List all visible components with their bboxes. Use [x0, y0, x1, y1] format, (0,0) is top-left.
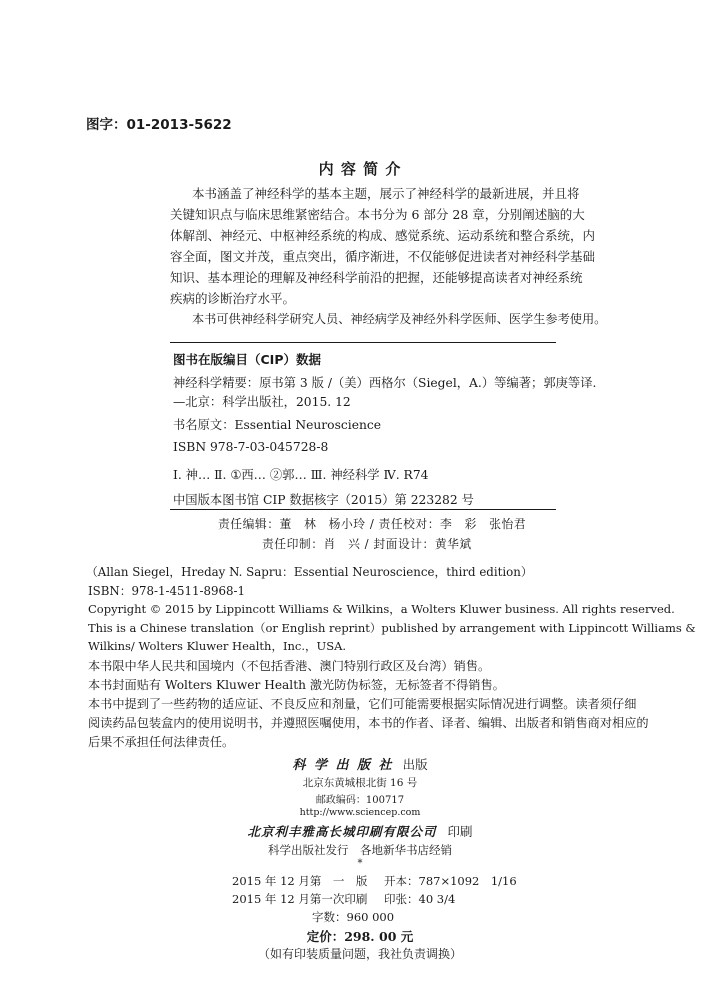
original-authors: （Allan Siegel，Hreday N. Sapru：Essential Neuroscience，third edition）: [86, 565, 533, 579]
summary-paragraph-2: 本书可供神经科学研究人员、神经病学及神经外科学医师、医学生参考使用。: [192, 312, 607, 326]
translation-note: This is a Chinese translation（or English reprint）published by arrangement with Lippincott Williams &: [88, 621, 696, 635]
summary-line: 关键知识点与临床思维紧密结合。本书分为 6 部分 28 章，分别阐述脑的大: [170, 207, 585, 222]
price: 定价：298. 00 元: [306, 929, 414, 944]
printer-suffix: 印刷: [447, 824, 473, 839]
printer-name: 北京利丰雅高长城印刷有限公司: [247, 824, 437, 839]
cip-bottom-rule: [170, 509, 556, 510]
disclaimer-line: 本书中提到了一些药物的适应证、不良反应和剂量，它们可能需要根据实际情况进行调整。读者须仔细: [88, 697, 637, 711]
copyright-notice: Copyright © 2015 by Lippincott Williams & Wilkins，a Wolters Kluwer business. All rights reserved.: [88, 602, 675, 616]
cip-isbn: ISBN 978-7-03-045728-8: [173, 440, 329, 454]
cip-heading: 图书在版编目（CIP）数据: [173, 352, 321, 367]
cip-publisher-line: —北京：科学出版社，2015. 12: [173, 395, 351, 409]
book-format: 开本：787×1092 1/16: [384, 874, 517, 888]
publisher-address: 北京东黄城根北街 16 号: [302, 777, 418, 789]
summary-line: 本书涵盖了神经科学的基本主题，展示了神经科学的最新进展，并且将: [192, 186, 580, 201]
publisher-line: [0, 754, 720, 773]
anti-counterfeit-note: 本书封面贴有 Wolters Kluwer Health 激光防伪标签，无标签者不得销售。: [88, 678, 505, 692]
printer-line: [0, 821, 720, 840]
summary-line: 容全面，图文并茂，重点突出，循序渐进，不仅能够促进读者对神经科学基础: [170, 249, 596, 264]
disclaimer-line: 阅读药品包装盒内的使用说明书，并遵照医嘱使用，本书的作者、译者、编辑、出版者和销售商对相应的: [88, 716, 649, 730]
publisher-name: 科 学 出 版 社: [292, 758, 394, 773]
printed-sheets: 印张：40 3/4: [384, 892, 456, 906]
staff-editors: 责任编辑：董 林 杨小玲 / 责任校对：李 彩 张怡君: [218, 517, 527, 531]
summary-heading: 内 容 简 介: [318, 160, 402, 178]
summary-line: 知识、基本理论的理解及神经科学前沿的把握，还能够提高读者对神经系统: [170, 270, 583, 285]
summary-line: 疾病的诊断治疗水平。: [170, 291, 296, 306]
edition-date: 2015 年 12 月第 一 版: [232, 874, 368, 888]
copyright-registration: 图字：01-2013-5622: [86, 117, 232, 133]
printing-date: 2015 年 12 月第一次印刷: [232, 892, 368, 906]
disclaimer-line: 后果不承担任何法律责任。: [88, 735, 235, 749]
cip-top-rule: [170, 342, 556, 343]
original-isbn: ISBN：978-1-4511-8968-1: [88, 584, 246, 598]
quality-note: （如有印装质量问题，我社负责调换）: [257, 947, 462, 961]
cip-record: 中国版本图书馆 CIP 数据核字（2015）第 223282 号: [173, 493, 474, 507]
publisher-website: http://www.sciencep.com: [299, 807, 421, 818]
separator-star: *: [357, 858, 363, 869]
distribution-line: 科学出版社发行 各地新华书店经销: [268, 843, 452, 857]
cip-title-line: 神经科学精要：原书第 3 版 /（美）西格尔（Siegel，A.）等编著；郭庚等译.: [173, 376, 597, 390]
translation-note-cont: Wilkins/ Wolters Kluwer Health，Inc.，USA.: [88, 639, 347, 653]
word-count: 字数：960 000: [312, 910, 395, 924]
summary-line: 体解剖、神经元、中枢神经系统的构成、感觉系统、运动系统和整合系统，内: [170, 228, 596, 243]
staff-production: 责任印制：肖 兴 / 封面设计：黄华斌: [262, 537, 472, 551]
sales-restriction: 本书限中华人民共和国境内（不包括香港、澳门特别行政区及台湾）销售。: [88, 659, 491, 673]
publisher-postcode: 邮政编码：100717: [315, 795, 405, 806]
cip-original-title: 书名原文：Essential Neuroscience: [173, 418, 382, 432]
cip-classification: Ⅰ. 神… Ⅱ. ①西… ②郭… Ⅲ. 神经科学 Ⅳ. R74: [173, 468, 429, 482]
publisher-suffix: 出版: [402, 757, 428, 772]
